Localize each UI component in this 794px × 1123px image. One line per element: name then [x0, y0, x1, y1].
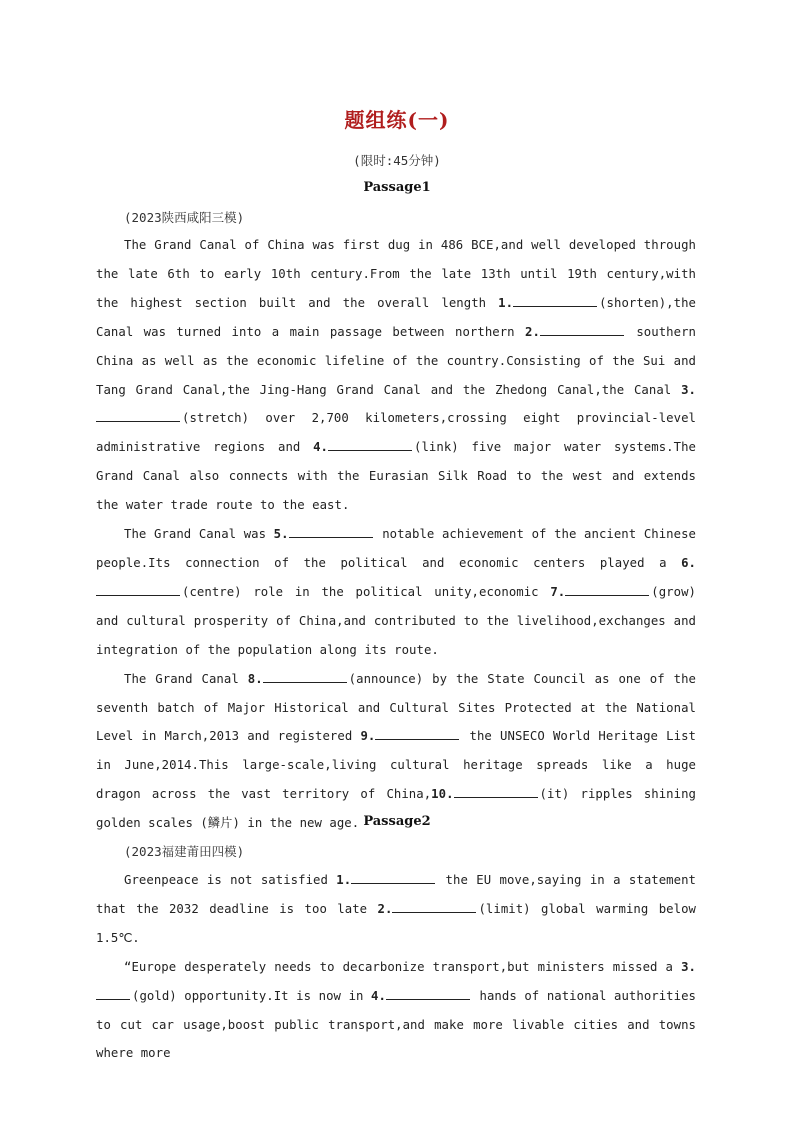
text-run: Greenpeace is not satisfied — [124, 873, 337, 887]
text-run: The Grand Canal — [124, 671, 248, 686]
text-run: The Grand Canal of China was first dug in 486 BCE,and well developed through the late 6th to early 10th century.From the late 13th until 19th century,with the highest section built and the overall length — [96, 238, 696, 310]
answer-blank-6[interactable] — [96, 582, 180, 596]
text-run: (gold) opportunity.It is now in — [132, 988, 372, 1003]
answer-blank-4[interactable] — [328, 437, 412, 451]
passage2-source: (2023福建莆田四模) — [124, 844, 245, 859]
passage2-body — [96, 866, 696, 1068]
answer-blank-4[interactable] — [386, 986, 470, 1000]
answer-blank-2[interactable] — [540, 322, 624, 336]
text-run: the EU move,saying in a statement that the 2032 deadline is too late — [96, 873, 696, 916]
answer-blank-10[interactable] — [454, 784, 538, 798]
blank-number-4: 4. — [371, 988, 386, 1003]
text-run: hands of national authorities to cut car usage,boost public transport,and make more livable cities and towns where more — [96, 988, 696, 1061]
answer-blank-3[interactable] — [96, 986, 130, 1000]
blank-number-6: 6. — [681, 555, 696, 570]
text-run: The Grand Canal was — [124, 527, 274, 542]
blank-number-3: 3. — [681, 382, 696, 397]
answer-blank-5[interactable] — [289, 524, 373, 538]
answer-blank-1[interactable] — [513, 293, 597, 307]
blank-number-1: 1. — [336, 873, 352, 887]
passage2-heading: Passage2 — [363, 814, 431, 829]
blank-number-2: 2. — [377, 901, 393, 916]
passage2-paragraph-2 — [96, 953, 696, 1069]
text-run: southern China as well as the economic lifeline of the country.Consisting of the Sui and Tang Grand Canal,the Jing-Hang Grand Canal and the Zhedong Canal,the Canal — [96, 324, 696, 397]
answer-blank-2[interactable] — [392, 899, 476, 913]
blank-number-8: 8. — [247, 671, 263, 686]
passage2-paragraph-1 — [96, 866, 696, 953]
text-run: (grow) and cultural prosperity of China,and contributed to the livelihood,exchanges and integration of the population along its route. — [96, 584, 696, 657]
blank-number-9: 9. — [360, 729, 376, 744]
answer-blank-1[interactable] — [351, 870, 435, 884]
passage1-paragraph-3 — [96, 665, 696, 838]
text-run: (shorten),the Canal was turned into a main passage between northern — [96, 295, 696, 339]
passage1-source: (2023陕西咸阳三模) — [124, 210, 245, 225]
text-run: “Europe desperately needs to decarbonize transport,but ministers missed a — [124, 959, 682, 974]
text-run: (link) five major water systems.The Grand Canal also connects with the Eurasian Silk Road to the west and extends the water trade route to the east. — [96, 440, 696, 513]
answer-blank-3[interactable] — [96, 408, 180, 422]
blank-number-7: 7. — [550, 584, 566, 599]
text-run: (announce) by the State Council as one of the seventh batch of Major Historical and Cultural Sites Protected at the National Level in March,2013 and registered — [96, 671, 696, 744]
text-run: (it) ripples shining golden scales (鳞片) in the new age. — [96, 787, 696, 831]
passage1-paragraph-2 — [96, 520, 696, 665]
text-run: the UNSECO World Heritage List in June,2014.This large-scale,living cultural heritage spreads like a huge dragon across the vast territory of China, — [96, 729, 696, 802]
passage1-paragraph-1 — [96, 231, 696, 520]
blank-number-3: 3. — [681, 959, 696, 974]
page-title: 题组练(一) — [344, 108, 450, 132]
text-run: notable achievement of the ancient Chinese people.Its connection of the political and economic centers played a — [96, 527, 696, 570]
blank-number-4: 4. — [313, 440, 328, 455]
text-run: (limit) global warming below 1.5℃. — [96, 901, 696, 945]
passage1-heading: Passage1 — [363, 180, 431, 195]
blank-number-1: 1. — [498, 295, 514, 310]
answer-blank-9[interactable] — [375, 726, 459, 740]
time-limit: (限时:45分钟) — [353, 153, 441, 168]
passage1-body — [96, 231, 696, 838]
blank-number-10: 10. — [431, 787, 454, 802]
text-run: (centre) role in the political unity,economic — [182, 584, 551, 599]
answer-blank-7[interactable] — [565, 582, 649, 596]
answer-blank-8[interactable] — [263, 669, 347, 683]
blank-number-2: 2. — [525, 324, 540, 339]
blank-number-5: 5. — [273, 527, 289, 542]
text-run: (stretch) over 2,700 kilometers,crossing eight provincial-level administrative regions and — [96, 411, 696, 455]
